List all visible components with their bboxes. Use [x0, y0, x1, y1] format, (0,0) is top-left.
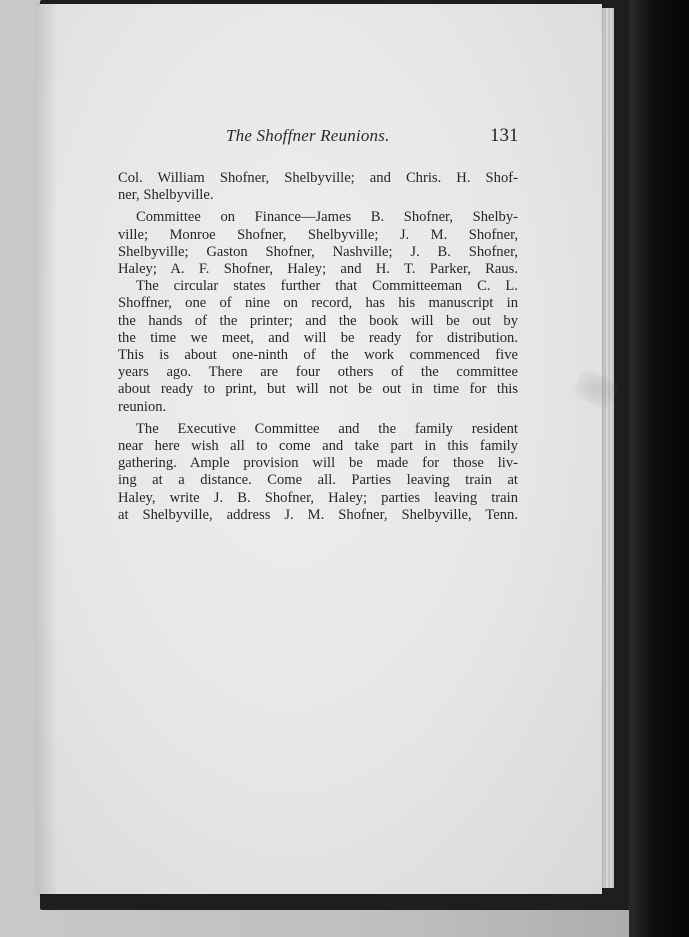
text-line: ner, Shelbyville. — [118, 187, 214, 204]
text-line: at Shelbyville, address J. M. Shofner, Shelbyville, Tenn. — [118, 506, 518, 523]
text-line: years ago. There are four others of the committee — [118, 364, 518, 381]
running-head: The Shoffner Reunions. — [226, 126, 390, 145]
text-line: reunion. — [118, 398, 167, 415]
text-line: near here wish all to come and take part in this family — [118, 438, 518, 455]
page-number: 131 — [490, 125, 519, 146]
text-line: This is about one-ninth of the work commenced five — [118, 347, 518, 364]
paragraph-start-line: Committee on Finance—James B. Shofner, Shelby- — [136, 209, 518, 226]
text-line: Haley; A. F. Shofner, Haley; and H. T. Parker, Raus. — [118, 261, 518, 278]
paragraph-start-line: The circular states further that Committeeman C. L. — [136, 278, 518, 295]
text-line: the time we meet, and will be ready for distribution. — [118, 329, 518, 346]
text-line: about ready to print, but will not be out in time for this — [118, 381, 518, 398]
text-line: Shelbyville; Gaston Shofner, Nashville; J. B. Shofner, — [118, 243, 518, 260]
text-line: Haley, write J. B. Shofner, Haley; parties leaving train — [118, 489, 518, 506]
book-page — [36, 4, 602, 894]
text-line: Col. William Shofner, Shelbyville; and Chris. H. Shof- — [118, 170, 518, 186]
text-line: ville; Monroe Shofner, Shelbyville; J. M. Shofner, — [118, 226, 518, 243]
text-line: the hands of the printer; and the book will be out by — [118, 312, 518, 329]
book-spine-edge — [629, 0, 689, 937]
text-line: Shoffner, one of nine on record, has his manuscript in — [118, 295, 518, 312]
text-line: ing at a distance. Come all. Parties leaving train at — [118, 472, 518, 489]
text-line: gathering. Ample provision will be made for those liv- — [118, 455, 518, 472]
body-text — [118, 170, 518, 524]
page-gutter-shadow — [36, 4, 58, 894]
paragraph-start-line: The Executive Committee and the family resident — [136, 420, 518, 437]
